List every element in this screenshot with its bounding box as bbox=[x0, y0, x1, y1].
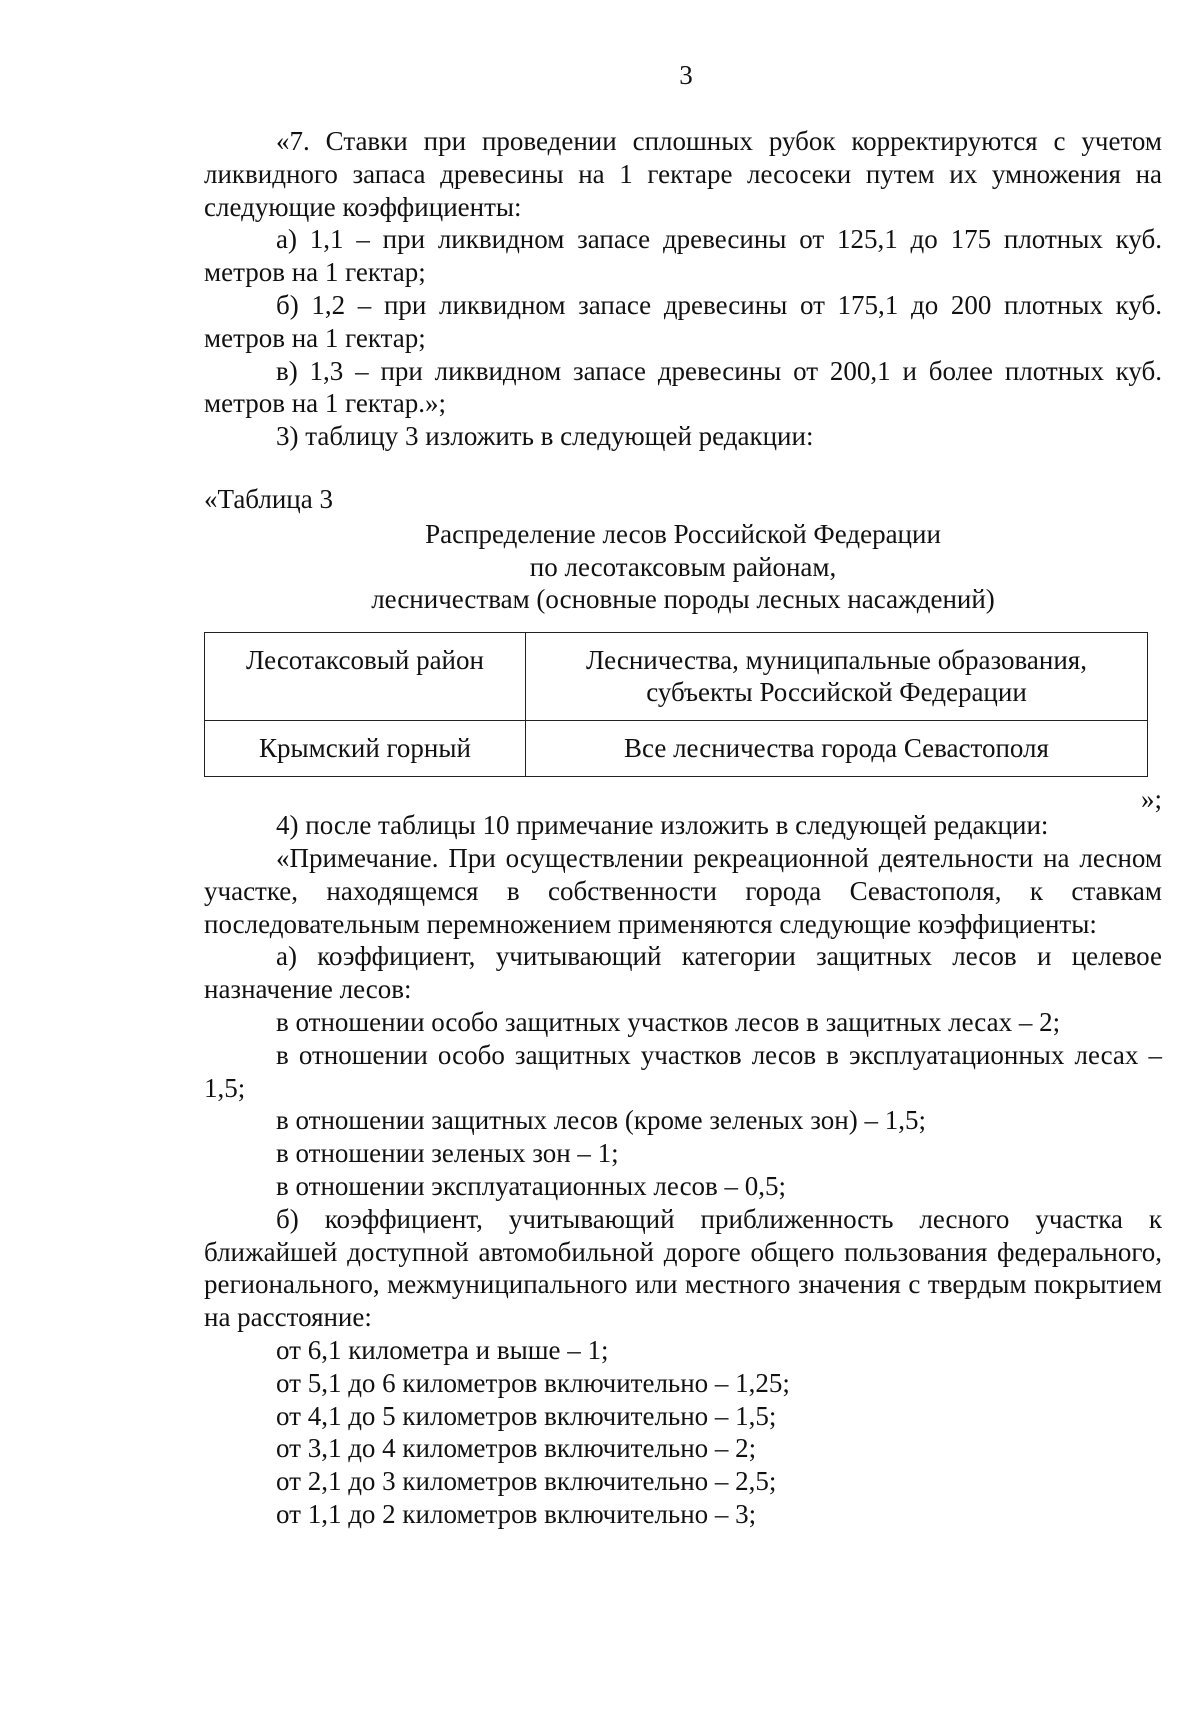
coef-b-item: от 1,1 до 2 километров включительно – 3; bbox=[276, 1498, 757, 1529]
document-body bbox=[204, 125, 1162, 1531]
point-3: 3) таблицу 3 изложить в следующей редакции: bbox=[276, 421, 814, 452]
header-cell-forestries bbox=[526, 633, 1148, 721]
table-title-line-2: по лесотаксовым районам, bbox=[529, 551, 837, 582]
coefficient-a: а) коэффициент, учитывающий категории защитных лесов и целевое назначение лесов: bbox=[204, 941, 1162, 1005]
cell-district: Крымский горный bbox=[205, 721, 526, 777]
coef-b-item: от 3,1 до 4 километров включительно – 2; bbox=[276, 1433, 757, 1464]
table-closing-quote: »; bbox=[1140, 784, 1162, 815]
header-cell-forestries-line-2: субъекты Российской Федерации bbox=[646, 677, 1027, 708]
header-cell-district: Лесотаксовый район bbox=[205, 633, 526, 721]
coef-b-item: от 6,1 километра и выше – 1; bbox=[276, 1334, 609, 1365]
table-row bbox=[205, 721, 1148, 777]
coef-a-item: в отношении особо защитных участков лесов в защитных лесах – 2; bbox=[276, 1006, 1061, 1037]
table-title-line-1: Распределение лесов Российской Федерации bbox=[425, 518, 941, 549]
table-title bbox=[204, 518, 1162, 616]
coef-a-item: в отношении защитных лесов (кроме зеленых зон) – 1,5; bbox=[276, 1105, 926, 1136]
coef-a-item: в отношении особо защитных участков лесов в эксплуатационных лесах – 1,5; bbox=[204, 1039, 1162, 1103]
coefficient-b: б) коэффициент, учитывающий приближенность лесного участка к ближайшей доступной автомобильной дороге общего пользования федерального, регионального, межмуниципального или местного значения с твердым покрытием на расстояние: bbox=[204, 1203, 1162, 1333]
header-cell-forestries-line-1: Лесничества, муниципальные образования, bbox=[586, 645, 1087, 676]
page-number: 3 bbox=[679, 60, 693, 90]
coef-a-item: в отношении эксплуатационных лесов – 0,5; bbox=[276, 1170, 787, 1201]
table-label: «Таблица 3 bbox=[204, 483, 333, 514]
cell-forestries: Все лесничества города Севастополя bbox=[526, 721, 1148, 777]
table-title-line-3: лесничествам (основные породы лесных насаждений) bbox=[371, 584, 995, 615]
table-header-row bbox=[205, 633, 1148, 721]
coef-b-item: от 4,1 до 5 километров включительно – 1,5; bbox=[276, 1400, 777, 1431]
note-intro: «Примечание. При осуществлении рекреационной деятельности на лесном участке, находящемся в собственности города Севастополя, к ставкам последовательным перемножением применяются следующие коэффициенты: bbox=[204, 842, 1162, 939]
distribution-table bbox=[204, 632, 1148, 777]
item-7b: б) 1,2 – при ликвидном запасе древесины от 175,1 до 200 плотных куб. метров на 1 гектар; bbox=[204, 289, 1162, 353]
coef-b-item: от 5,1 до 6 километров включительно – 1,25; bbox=[276, 1367, 790, 1398]
paragraph-7: «7. Ставки при проведении сплошных рубок корректируются с учетом ликвидного запаса древесины на 1 гектаре лесосеки путем их умножения на следующие коэффициенты: bbox=[204, 126, 1162, 222]
coef-b-item: от 2,1 до 3 километров включительно – 2,5; bbox=[276, 1466, 777, 1497]
point-4: 4) после таблицы 10 примечание изложить в следующей редакции: bbox=[276, 810, 1049, 841]
item-7a: а) 1,1 – при ликвидном запасе древесины от 125,1 до 175 плотных куб. метров на 1 гектар; bbox=[204, 224, 1162, 288]
item-7v: в) 1,3 – при ликвидном запасе древесины от 200,1 и более плотных куб. метров на 1 гектар.»; bbox=[204, 355, 1162, 419]
coef-a-item: в отношении зеленых зон – 1; bbox=[276, 1138, 619, 1169]
